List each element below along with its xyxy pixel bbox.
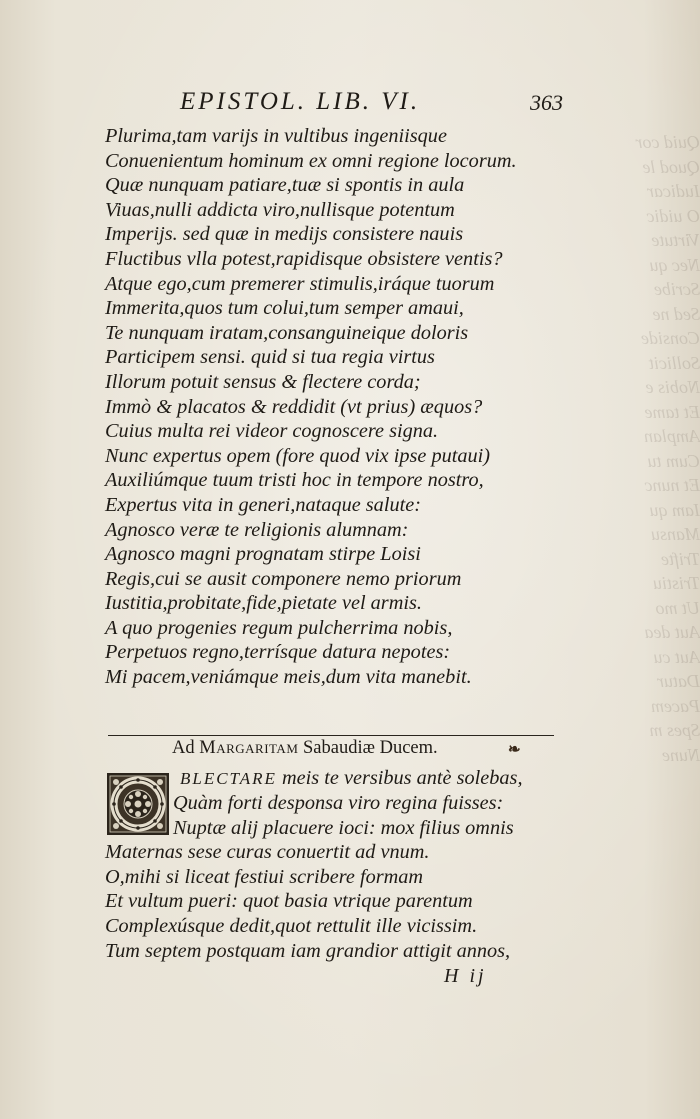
show-through-line: Pacem xyxy=(651,695,700,716)
signature-mark: H ij xyxy=(444,965,487,987)
show-through-line: Mansu xyxy=(651,524,700,544)
verse-line: Immerita,quos tum colui,tum semper amaui, xyxy=(105,297,464,320)
page-number: 363 xyxy=(530,90,563,115)
verse-line: Immò & placatos & reddidit (vt prius) æquos? xyxy=(105,395,483,418)
verse-line: Quàm forti desponsa viro regina fuisses: xyxy=(173,792,504,814)
show-through-line: Trifte xyxy=(660,548,700,569)
verse-line: A quo progenies regum pulcherrima nobis, xyxy=(105,616,453,639)
verse-line: Agnosco veræ te religionis alumnam: xyxy=(105,518,409,541)
verse-line: Auxiliúmque tuum tristi hoc in tempore nostro, xyxy=(105,469,484,492)
verse-line: Imperijs. sed quæ in medijs consistere nauis xyxy=(105,223,464,246)
show-through-line: Datur xyxy=(656,671,700,691)
verse-line: Cuius multa rei videor cognoscere signa. xyxy=(105,420,439,443)
verse-line: Participem sensi. quid si tua regia virtus xyxy=(105,346,435,369)
verse-line: O,mihi si liceat festiui scribere formam xyxy=(105,865,424,888)
show-through-line: Ut mo xyxy=(655,597,700,618)
show-through-line: Sollicit xyxy=(649,352,700,373)
verse-line: Atque ego,cum premerer stimulis,iráque tuorum xyxy=(105,272,495,295)
verse-line: Nuptæ alij placuere ioci: mox filius omnis xyxy=(173,816,514,839)
show-through-line: Quid cor xyxy=(635,132,700,152)
show-through-line: Conside xyxy=(640,328,700,348)
opening-rest: meis te versibus antè solebas, xyxy=(276,767,523,789)
first-verse-line xyxy=(180,767,540,790)
show-through-line: Scribe xyxy=(654,279,700,299)
verse-line: Nunc expertus opem (fore quod vix ipse putaui) xyxy=(105,444,491,467)
verse-block-2 xyxy=(105,791,545,963)
verse-line: Te nunquam iratam,consanguineique doloris xyxy=(105,321,469,344)
heading-name: Margaritam xyxy=(199,738,299,758)
heading-suffix: Sabaudiæ Ducem. xyxy=(298,738,438,758)
show-through-line: Aut cu xyxy=(653,646,700,667)
fleuron-ornament: ❧ xyxy=(508,742,521,758)
section-rule xyxy=(108,735,554,736)
show-through-line: Spes m xyxy=(649,720,700,740)
show-through-line: Iudicar xyxy=(647,181,700,201)
verse-line: Fluctibus vlla potest,rapidisque obsistere ventis? xyxy=(105,247,503,270)
show-through-line: Amplan xyxy=(644,426,700,446)
heading-prefix: Ad xyxy=(172,738,200,758)
verse-line: Iustitia,probitate,fide,pietate vel armis. xyxy=(105,592,422,615)
verse-line: Conuenientum hominum ex omni regione locorum. xyxy=(105,149,517,172)
show-through-line: Nec qu xyxy=(649,254,700,275)
page-header xyxy=(180,88,580,118)
verse-line: Tum septem postquam iam grandior attigit annos, xyxy=(105,939,511,962)
show-through-line: Tristiu xyxy=(652,573,700,593)
show-through-line: Aut dea xyxy=(644,622,700,642)
show-through-line: Et tame xyxy=(644,401,700,422)
verse-line: Perpetuos regno,terrísque datura nepotes: xyxy=(105,641,451,664)
show-through-line: Sed ne xyxy=(652,303,700,324)
show-through-line: Quod le xyxy=(642,156,700,177)
verse-line: Viuas,nulli addicta viro,nullisque potentum xyxy=(105,198,455,221)
verse-line: Quæ nunquam patiare,tuæ si spontis in aula xyxy=(105,174,465,197)
show-through-line: Nune xyxy=(662,744,700,765)
show-through-line: Cum tu xyxy=(647,450,700,471)
verse-line: Illorum potuit sensus & flectere corda; xyxy=(105,370,421,393)
section-heading xyxy=(172,738,438,759)
verse-line: Regis,cui se ausit componere nemo priorum xyxy=(105,567,462,590)
show-through-line: Nobis e xyxy=(645,377,700,397)
verse-line: Mi pacem,veniámque meis,dum vita manebit. xyxy=(105,666,472,689)
show-through-line: O uidic xyxy=(646,205,700,226)
verse-line: Et vultum pueri: quot basia vtrique parentum xyxy=(105,890,473,913)
verse-block-1 xyxy=(105,124,545,690)
verse-line: Agnosco magni prognatam stirpe Loisi xyxy=(105,543,421,566)
show-through-text xyxy=(588,130,700,767)
verse-line: Complexúsque dedit,quot rettulit ille vicissim. xyxy=(105,914,478,937)
show-through-line: Iam qu xyxy=(649,499,700,520)
running-head: EPISTOL. LIB. VI. xyxy=(180,88,421,115)
verse-line: Plurima,tam varijs in vultibus ingeniisque xyxy=(105,125,447,147)
verse-line: Expertus vita in generi,nataque salute: xyxy=(105,493,421,516)
opening-caps: BLECTARE xyxy=(180,769,277,788)
verse-line: Maternas sese curas conuertit ad vnum. xyxy=(105,841,430,864)
show-through-line: Virtute xyxy=(651,230,700,250)
show-through-line: Et nunc xyxy=(644,475,700,495)
